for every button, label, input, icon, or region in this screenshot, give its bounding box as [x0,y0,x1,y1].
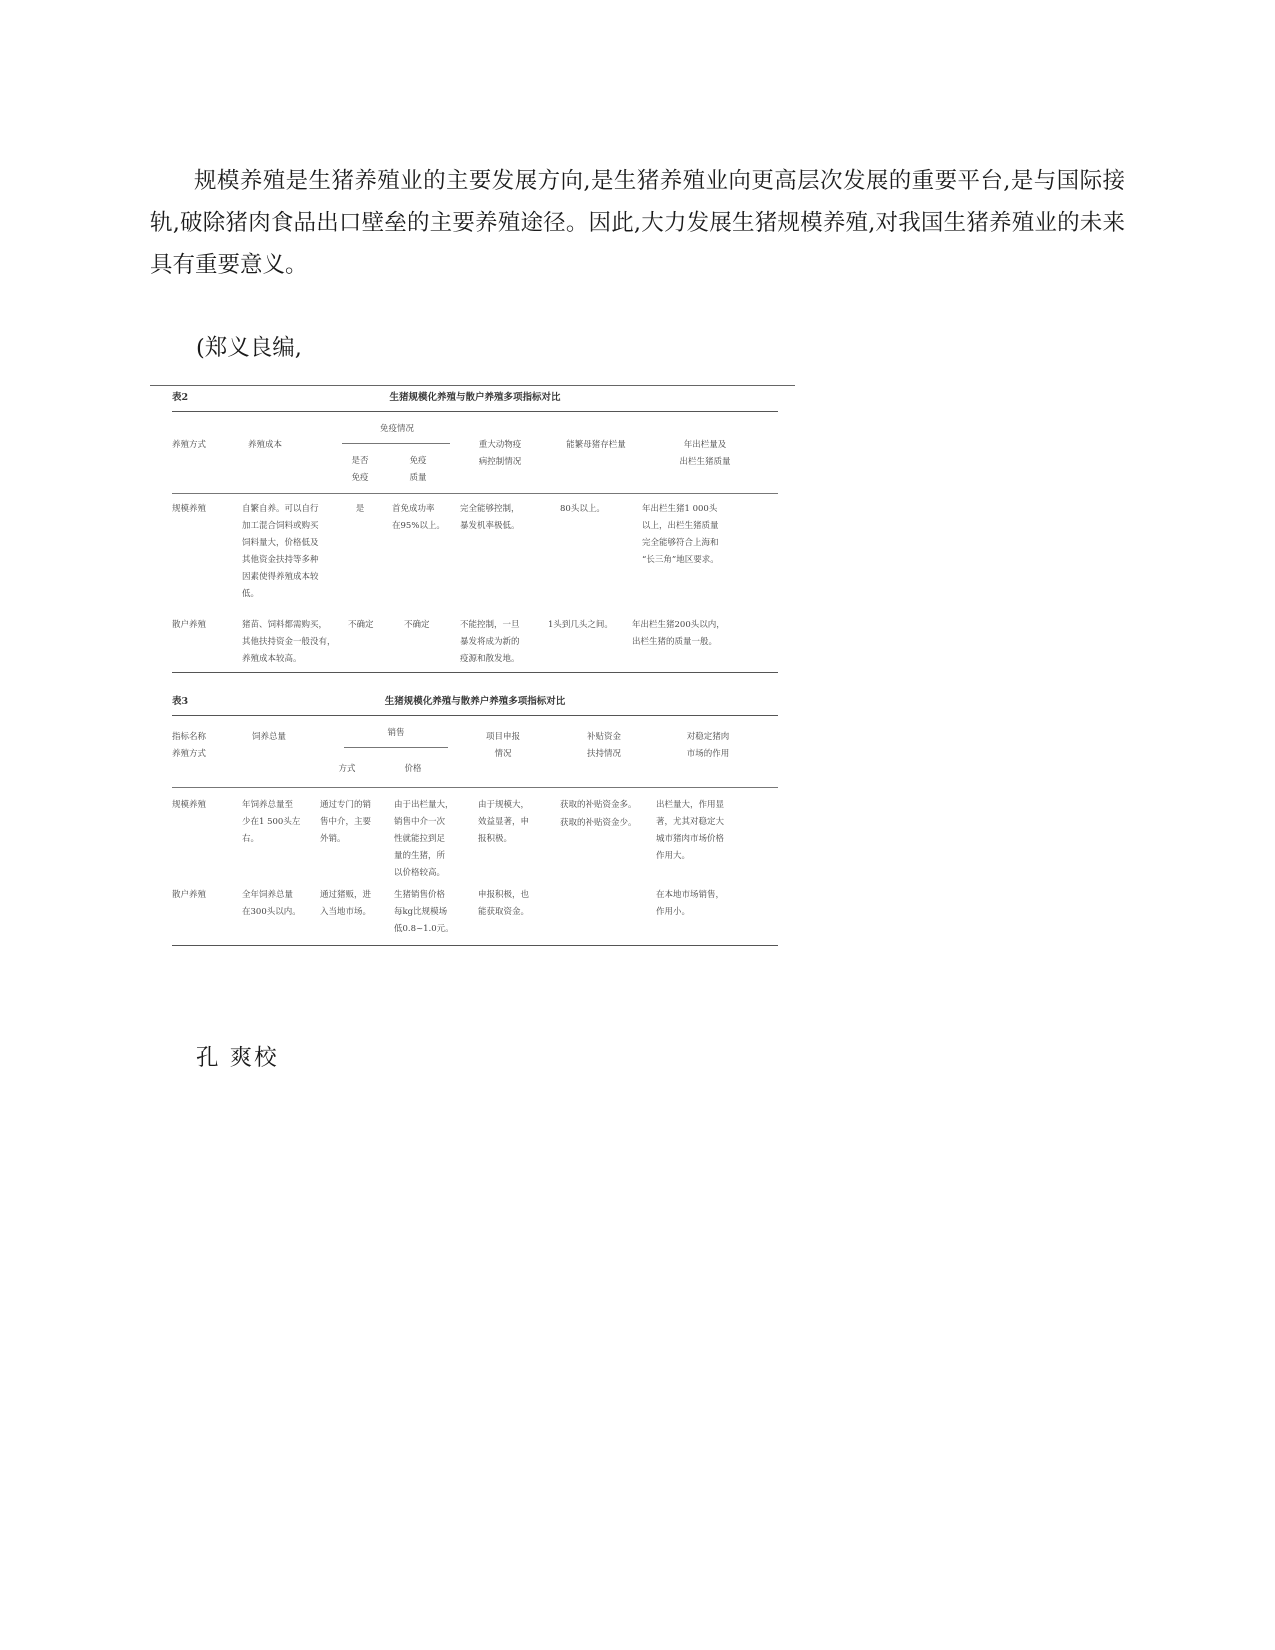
header-immunity-rule [342,443,450,444]
header-sales-rule [344,747,448,748]
header-immunized: 是否 免疫 [351,456,369,483]
table-3-row-2-subsidy: 获取的补贴资金少。 [560,818,637,828]
header-immunity: 免疫情况 [379,424,414,434]
table-2-row-1-sow: 80头以上。 [560,504,605,514]
header-quality: 免疫 质量 [409,456,427,483]
figure-top-rule [150,385,795,386]
table-2-row-1-method: 规模养殖 [172,504,207,514]
table-3-row-1-market: 出栏量大，作用显 著，尤其对稳定大 城市猪肉市场价格 作用大。 [656,800,725,861]
table-3-header-rule [172,787,778,788]
table-2-row-2-quality: 不确定 [404,620,430,630]
tables-figure [150,385,800,995]
table-3-row-2-project: 申报积极，也 能获取资金。 [478,890,530,917]
header-mode: 方式 [338,764,356,774]
table-2-row-1-quality: 首免成功率 在95%以上。 [392,504,445,531]
header-sales: 销售 [387,728,405,738]
table-2-row-1-cost: 自繁自养。可以自行 加工混合饲料或购买 饲料量大，价格低及 其他资金扶持等多种 因素使得养殖成本较 低。 [242,504,319,599]
header-method: 养殖方式 [172,440,207,450]
table-3-bottom-rule [172,945,778,946]
header-cost: 养殖成本 [248,440,283,450]
table-3-row-2-market: 在本地市场销售， 作用小。 [656,890,725,917]
table-3-row-1-project: 由于规模大， 效益显著，申 报积极。 [478,800,530,844]
table-2-row-2-cost: 猪苗、饲料都需购买， 其他扶持资金一般没有， 养殖成本较高。 [242,620,336,664]
table-3-title: 生猪规模化养殖与散养户养殖多项指标对比 [384,696,566,707]
table-3-caption [172,693,778,713]
proofreader-credit: 孔 爽校 [196,1045,279,1071]
table-3-row-1-price: 由于出栏量大， 销售中介一次 性就能拉到足 量的生猪，所 以价格较高。 [394,800,454,878]
header-market: 对稳定猪肉 市场的作用 [686,732,730,759]
table-2-row-2-output: 年出栏生猪200头以内， 出栏生猪的质量一般。 [632,620,725,647]
table-3-number: 表3 [172,696,189,707]
table-2-top-rule [172,411,778,412]
table-2-bottom-rule [172,672,778,673]
table-3-row-2-feeding: 全年饲养总量 在300头以内。 [242,890,301,917]
table-3 [172,693,778,948]
table-3-row-1-mode: 通过专门的销 售中介，主要 外销。 [320,800,372,844]
table-2-number: 表2 [172,392,189,403]
header-sow: 能繁母猪存栏量 [566,440,626,450]
table-2-row-1-disease: 完全能够控制， 暴发机率极低。 [460,504,520,531]
table-2-row-1-immunized: 是 [355,504,365,514]
table-2-row-2-method: 散户养殖 [172,620,207,630]
table-3-row-1-method: 规模养殖 [172,800,207,810]
table-2 [172,389,778,674]
table-2-row-1-output: 年出栏生猪1 000头 以上，出栏生猪质量 完全能够符合上海和 “长三角”地区要求。 [642,504,719,565]
header-output: 年出栏量及 出栏生猪质量 [679,440,731,467]
body-paragraph: 规模养殖是生猪养殖业的主要发展方向,是生猪养殖业向更高层次发展的重要平台,是与国际接轨,破除猪肉食品出口壁垒的主要养殖途径。因此,大力发展生猪规模养殖,对我国生猪养殖业的未来具有重要意义。 [150,168,1125,278]
table-2-title: 生猪规模化养殖与散户养殖多项指标对比 [389,392,561,403]
editor-credit: (郑义良编, [196,335,302,361]
header-feeding: 饲养总量 [252,732,287,742]
header-disease: 重大动物疫 病控制情况 [478,440,522,467]
table-2-row-2-disease: 不能控制，一旦 暴发将成为新的 疫源和散发地。 [460,620,520,664]
table-3-top-rule [172,715,778,716]
table-2-row-2-sow: 1头到几头之间。 [548,620,613,630]
header-indicator: 指标名称 养殖方式 [172,732,207,759]
table-2-caption [172,389,778,409]
header-price: 价格 [404,764,422,774]
header-project: 项目申报 情况 [485,732,520,759]
table-3-row-1-feeding: 年饲养总量至 少在1 500头左 右。 [242,800,301,844]
table-3-row-2-price: 生猪销售价格 每kg比规模场 低0.8~1.0元。 [394,890,454,934]
table-2-header-rule [172,493,778,494]
table-2-row-2-immunized: 不确定 [348,620,374,630]
table-3-row-2-method: 散户养殖 [172,890,207,900]
table-3-row-2-mode: 通过猪贩，进 入当地市场。 [320,890,372,917]
header-subsidy: 补贴资金 扶持情况 [586,732,621,759]
table-3-row-1-subsidy: 获取的补贴资金多。 [560,800,637,810]
